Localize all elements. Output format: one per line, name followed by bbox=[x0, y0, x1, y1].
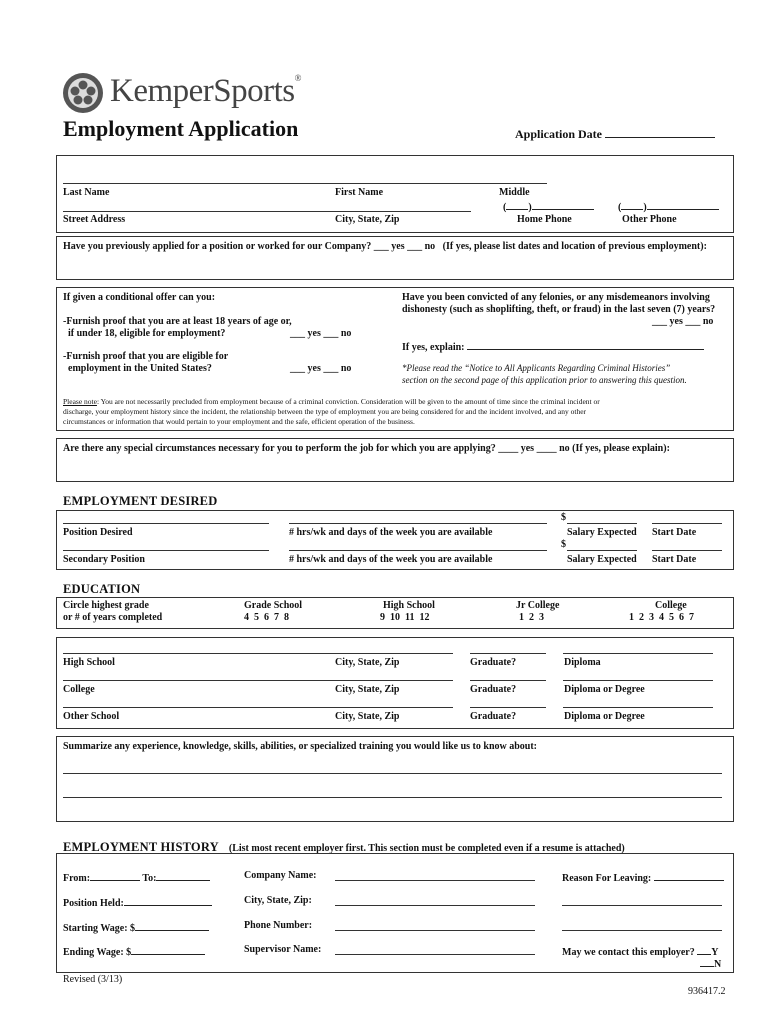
supervisor-name-label: Supervisor Name: bbox=[244, 944, 322, 955]
criminal-note: Please note: You are not necessarily precluded from employment because of a criminal conviction. Consideration will be given to the amount of time since the criminal incident or discharge, your employment history since the incident, the relationship between the type of employment you are being considered for and the incident involved, and any other circumstances or information that would pertain to your employment and the safe, efficient operation of the business. bbox=[63, 397, 600, 426]
conditional-heading: If given a conditional offer can you: bbox=[63, 292, 216, 303]
start-date-line-2[interactable] bbox=[652, 550, 722, 551]
explain-field[interactable] bbox=[467, 339, 704, 350]
work-eligibility-line2: employment in the United States? bbox=[68, 363, 212, 374]
no-label: N bbox=[714, 959, 722, 970]
employer-city-line[interactable] bbox=[335, 905, 535, 906]
grade-school-years[interactable]: 4 5 6 7 8 bbox=[244, 612, 289, 623]
other-phone-field[interactable]: ( ) bbox=[618, 199, 719, 213]
registered-mark: ® bbox=[294, 73, 301, 83]
special-circumstances-question: Are there any special circumstances necessary for you to perform the job for which you are applying? ____ yes ____ no (If yes, please explain): bbox=[63, 443, 670, 454]
home-phone-label: Home Phone bbox=[517, 214, 572, 225]
hours-label-1: # hrs/wk and days of the week you are available bbox=[289, 527, 493, 538]
other-phone-label: Other Phone bbox=[622, 214, 677, 225]
application-date-field[interactable] bbox=[605, 127, 715, 138]
reason-line-2[interactable] bbox=[562, 905, 722, 906]
school-line[interactable] bbox=[63, 653, 453, 654]
school-label: College bbox=[63, 684, 95, 695]
salary-line-2[interactable] bbox=[567, 550, 637, 551]
phone-number-line[interactable] bbox=[335, 930, 535, 931]
yes-label: Y bbox=[711, 947, 719, 958]
position-desired-line[interactable] bbox=[63, 523, 269, 524]
position-desired-label: Position Desired bbox=[63, 527, 133, 538]
company-name-line[interactable] bbox=[335, 880, 535, 881]
employment-history-heading: EMPLOYMENT HISTORY bbox=[63, 840, 219, 854]
start-date-label-2: Start Date bbox=[652, 554, 697, 565]
college-label: College bbox=[655, 600, 687, 611]
work-eligibility-line1: -Furnish proof that you are eligible for bbox=[63, 351, 229, 362]
salary-line-1[interactable] bbox=[567, 523, 637, 524]
salary-dollar-1: $ bbox=[561, 512, 566, 523]
grade-school-label: Grade School bbox=[244, 600, 303, 611]
secondary-position-label: Secondary Position bbox=[63, 554, 145, 565]
reason-for-leaving-label: Reason For Leaving: bbox=[562, 870, 724, 884]
school-city-label: City, State, Zip bbox=[335, 711, 400, 722]
may-contact-label: May we contact this employer? Y bbox=[562, 944, 718, 958]
circle-grade-line2: or # of years completed bbox=[63, 612, 163, 623]
college-years[interactable]: 1 2 3 4 5 6 7 bbox=[629, 612, 694, 623]
start-date-label-1: Start Date bbox=[652, 527, 697, 538]
school-city-label: City, State, Zip bbox=[335, 684, 400, 695]
notice-line1: *Please read the “Notice to All Applicants Regarding Criminal Histories” bbox=[402, 363, 671, 373]
employer-city-label: City, State, Zip: bbox=[244, 895, 312, 906]
company-name-label: Company Name: bbox=[244, 870, 317, 881]
position-held-field[interactable]: Position Held: bbox=[63, 895, 212, 909]
brand-name: KemperSports® bbox=[110, 73, 301, 109]
employment-history-subheading: (List most recent employer first. This section must be completed even if a resume is attached) bbox=[228, 843, 625, 854]
felony-question-line1: Have you been convicted of any felonies, or any misdemeanors involving bbox=[402, 292, 710, 303]
from-to-field[interactable]: From: To: bbox=[63, 870, 210, 884]
circle-grade-line1: Circle highest grade bbox=[63, 600, 149, 611]
reason-for-leaving-field[interactable] bbox=[654, 870, 724, 881]
employment-desired-heading: EMPLOYMENT DESIRED bbox=[63, 494, 218, 508]
secondary-position-line[interactable] bbox=[63, 550, 269, 551]
graduate-line[interactable] bbox=[470, 680, 546, 681]
diploma-line[interactable] bbox=[563, 653, 713, 654]
jr-college-label: Jr College bbox=[516, 600, 560, 611]
hours-label-2: # hrs/wk and days of the week you are available bbox=[289, 554, 493, 565]
revised-date: Revised (3/13) bbox=[63, 974, 123, 985]
home-phone-field[interactable]: ( ) bbox=[503, 199, 594, 213]
hours-line-1[interactable] bbox=[289, 523, 547, 524]
page-title: Employment Application bbox=[63, 116, 299, 141]
school-label: Other School bbox=[63, 711, 120, 722]
address-line[interactable] bbox=[63, 211, 471, 212]
education-heading: EDUCATION bbox=[63, 582, 141, 596]
last-name-label: Last Name bbox=[63, 187, 110, 198]
graduate-label: Graduate? bbox=[470, 657, 517, 668]
graduate-label: Graduate? bbox=[470, 684, 517, 695]
summary-line[interactable] bbox=[63, 797, 722, 798]
may-contact-no bbox=[700, 956, 721, 970]
school-label: High School bbox=[63, 657, 115, 668]
diploma-line[interactable] bbox=[563, 707, 713, 708]
salary-expected-label-2: Salary Expected bbox=[567, 554, 637, 565]
school-line[interactable] bbox=[63, 707, 453, 708]
phone-number-label: Phone Number: bbox=[244, 920, 313, 931]
graduate-label: Graduate? bbox=[470, 711, 517, 722]
felony-question-line2: dishonesty (such as shoplifting, theft, or fraud) in the last seven (7) years? bbox=[402, 304, 716, 315]
street-address-label: Street Address bbox=[63, 214, 126, 225]
salary-dollar-2: $ bbox=[561, 539, 566, 550]
company-logo bbox=[62, 72, 104, 114]
previous-application-question: Have you previously applied for a position or worked for our Company? ___ yes ___ no (If yes, please list dates and location of previous employment): bbox=[63, 241, 707, 252]
age-question-line2: if under 18, eligible for employment? bbox=[68, 328, 226, 339]
starting-wage-field[interactable]: Starting Wage: $ bbox=[63, 920, 209, 934]
felony-answer[interactable]: ___ yes ___ no bbox=[652, 316, 714, 327]
form-code: 936417.2 bbox=[688, 986, 726, 997]
start-date-line-1[interactable] bbox=[652, 523, 722, 524]
first-name-label: First Name bbox=[335, 187, 384, 198]
middle-label: Middle bbox=[499, 187, 530, 198]
name-line[interactable] bbox=[63, 183, 547, 184]
high-school-years[interactable]: 9 10 11 12 bbox=[380, 612, 430, 623]
diploma-line[interactable] bbox=[563, 680, 713, 681]
supervisor-name-line[interactable] bbox=[335, 954, 535, 955]
application-date-label: Application Date bbox=[515, 127, 715, 142]
diploma-label: Diploma bbox=[564, 657, 601, 668]
graduate-line[interactable] bbox=[470, 707, 546, 708]
school-city-label: City, State, Zip bbox=[335, 657, 400, 668]
city-state-zip-label: City, State, Zip bbox=[335, 214, 400, 225]
summary-question: Summarize any experience, knowledge, skills, abilities, or specialized training you would like us to know about: bbox=[63, 741, 538, 752]
salary-expected-label-1: Salary Expected bbox=[567, 527, 637, 538]
notice-line2: section on the second page of this application prior to answering this question. bbox=[402, 375, 687, 385]
summary-line[interactable] bbox=[63, 773, 722, 774]
graduate-line[interactable] bbox=[470, 653, 546, 654]
explain-label: If yes, explain: bbox=[402, 339, 704, 353]
diploma-label: Diploma or Degree bbox=[564, 711, 645, 722]
may-contact-no-field[interactable] bbox=[700, 956, 714, 967]
may-contact-yes-field[interactable] bbox=[697, 944, 711, 955]
age-question-line1: -Furnish proof that you are at least 18 years of age or, bbox=[63, 316, 292, 327]
school-line[interactable] bbox=[63, 680, 453, 681]
hours-line-2[interactable] bbox=[289, 550, 547, 551]
diploma-label: Diploma or Degree bbox=[564, 684, 645, 695]
ending-wage-field[interactable]: Ending Wage: $ bbox=[63, 944, 205, 958]
reason-line-3[interactable] bbox=[562, 930, 722, 931]
high-school-label: High School bbox=[383, 600, 435, 611]
work-eligibility-answer[interactable]: ___ yes ___ no bbox=[290, 363, 352, 374]
age-answer[interactable]: ___ yes ___ no bbox=[290, 328, 352, 339]
jr-college-years[interactable]: 1 2 3 bbox=[519, 612, 544, 623]
